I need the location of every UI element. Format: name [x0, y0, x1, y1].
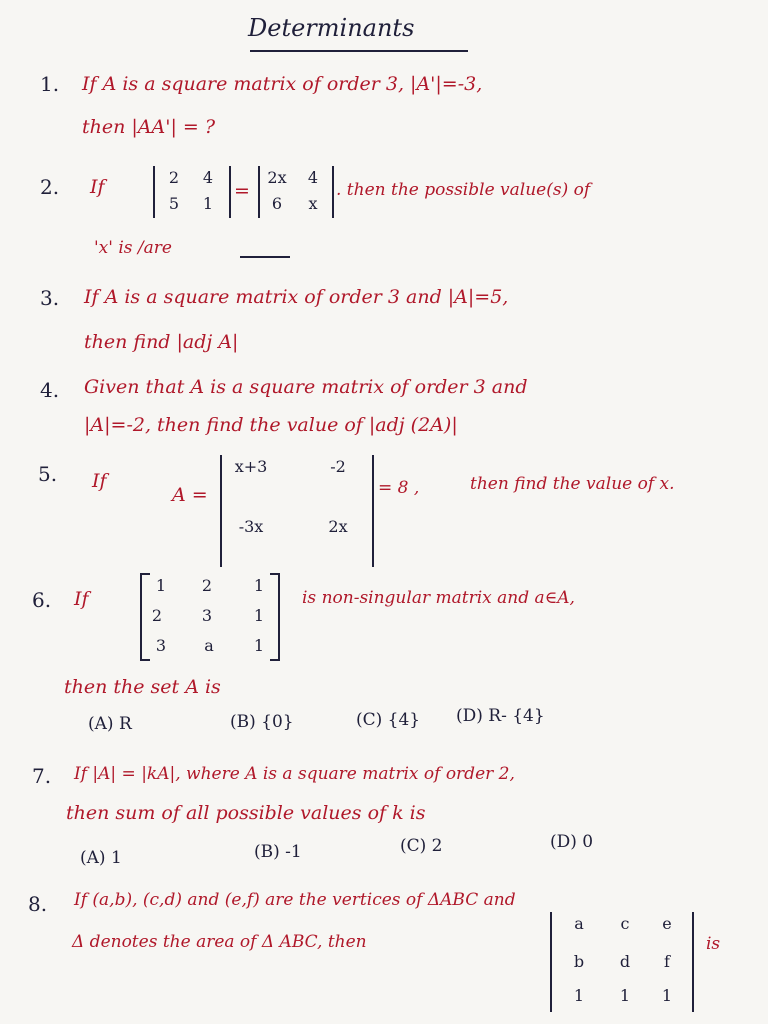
q6-if: If [74, 588, 89, 610]
q1-line2: then |AA'| = ? [82, 116, 216, 138]
q2-d2-cell: 2x [267, 168, 287, 187]
q6-option-d: (D) R- {4} [456, 706, 545, 726]
q1-number: 1. [40, 72, 60, 96]
q4-number: 4. [40, 378, 60, 402]
q8-cell: e [662, 914, 672, 933]
title-underline [250, 50, 468, 52]
q6-cell: 1 [253, 576, 265, 595]
q2-tail: . then the possible value(s) of [336, 180, 591, 200]
q6-option-a: (A) R [88, 714, 132, 734]
q2-line2: 'x' is /are [94, 238, 172, 258]
q5-cell: -3x [238, 517, 264, 536]
q8-cell: a [574, 914, 584, 933]
q2-d2-cell: 4 [307, 168, 319, 187]
q4-line1: Given that A is a square matrix of order 3 and [84, 376, 528, 398]
q3-line2: then find |adj A| [84, 331, 239, 353]
q6-cell: 2 [201, 576, 213, 595]
q8-cell: 1 [619, 986, 631, 1005]
q6-number: 6. [32, 588, 52, 612]
q5-cell: -2 [330, 457, 346, 476]
q5-cell: 2x [328, 517, 348, 536]
q6-cell: 1 [253, 636, 265, 655]
q4-line2: |A|=-2, then find the value of |adj (2A)| [84, 414, 458, 436]
q8-line1: If (a,b), (c,d) and (e,f) are the vertices of ΔABC and [74, 890, 516, 910]
q5-a-equals: A = [172, 484, 208, 506]
q2-d1-cell: 2 [168, 168, 180, 187]
q2-d2-cell: x [308, 194, 318, 213]
q6-cell: 3 [201, 606, 213, 625]
q2-number: 2. [40, 175, 60, 199]
q8-number: 8. [28, 892, 48, 916]
q5-if: If [92, 470, 107, 492]
q8-cell: c [620, 914, 630, 933]
q8-cell: b [573, 952, 585, 971]
q2-determinant-left [153, 166, 231, 218]
q2-equals: = [234, 180, 250, 202]
q7-line2: then sum of all possible values of k is [66, 802, 426, 824]
q8-cell: 1 [573, 986, 585, 1005]
q6-option-c: (C) {4} [356, 710, 421, 730]
q1-line1: If A is a square matrix of order 3, |A'|=-3, [82, 73, 483, 95]
q7-option-b: (B) -1 [254, 842, 302, 862]
q8-cell: 1 [661, 986, 673, 1005]
q6-cell: 2 [151, 606, 163, 625]
q2-d1-cell: 5 [168, 194, 180, 213]
q5-determinant [220, 455, 374, 567]
q8-cell: f [664, 952, 670, 971]
page-title: Determinants [248, 14, 415, 42]
q5-cell: x+3 [234, 457, 268, 476]
q5-tail: then find the value of x. [470, 474, 675, 494]
q6-option-b: (B) {0} [230, 712, 294, 732]
q2-d2-cell: 6 [271, 194, 283, 213]
q3-line1: If A is a square matrix of order 3 and |A|=5, [84, 286, 509, 308]
q7-option-d: (D) 0 [550, 832, 594, 852]
q5-number: 5. [38, 462, 58, 486]
q6-line2: then the set A is [64, 676, 221, 698]
q8-line2: Δ denotes the area of Δ ABC, then [72, 932, 367, 952]
q2-d1-cell: 1 [202, 194, 214, 213]
q7-number: 7. [32, 764, 52, 788]
q6-cell: 1 [155, 576, 167, 595]
q7-option-a: (A) 1 [80, 848, 122, 868]
q8-tail: is [706, 934, 721, 954]
q6-cell: a [204, 636, 214, 655]
q2-answer-blank [240, 256, 290, 258]
q7-option-c: (C) 2 [400, 836, 443, 856]
q6-cell: 3 [155, 636, 167, 655]
q3-number: 3. [40, 286, 60, 310]
q7-line1: If |A| = |kA|, where A is a square matrix of order 2, [74, 764, 515, 784]
q6-tail: is non-singular matrix and a∈A, [302, 588, 575, 608]
q2-if: If [90, 176, 105, 198]
q2-determinant-right [258, 166, 334, 218]
q8-determinant [550, 912, 694, 1012]
q5-equals-eight: = 8 , [378, 478, 420, 498]
q8-cell: d [619, 952, 631, 971]
q2-d1-cell: 4 [202, 168, 214, 187]
q6-cell: 1 [253, 606, 265, 625]
